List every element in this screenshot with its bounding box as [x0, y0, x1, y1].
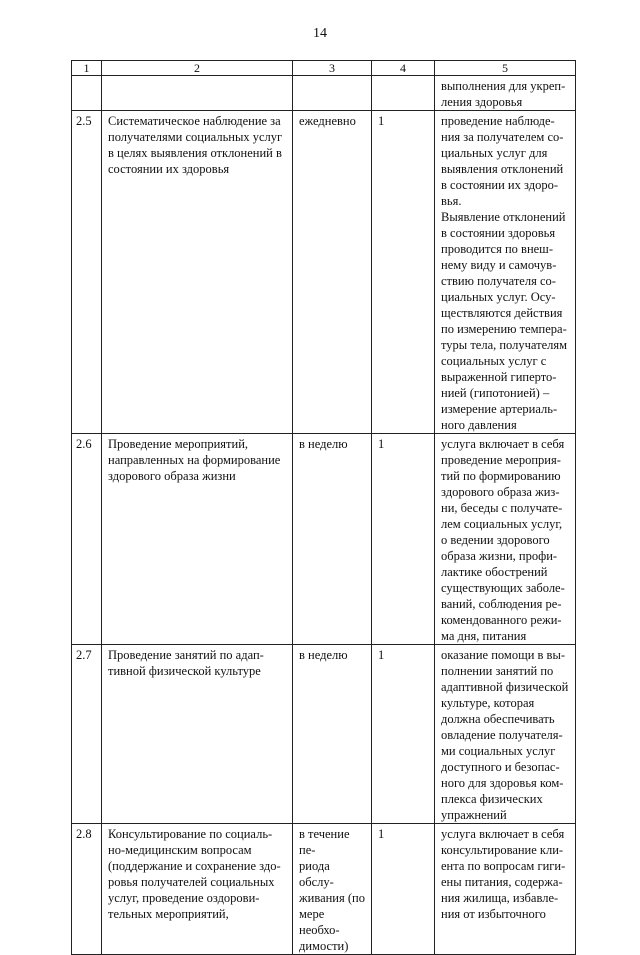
service-period: в течение пе- риода обслу- живания (по мере необхо- димости): [293, 824, 372, 955]
table-row: [72, 645, 576, 824]
service-period: в неделю: [293, 645, 372, 824]
column-header-1: 1: [72, 61, 102, 76]
service-description: услуга включает в себя проведение мероприя- тий по формированию здорового образа жиз- ни, беседы с получате- лем социальных услуг, о ведении здорового образа жизни, профи- лактике обострений существующих заболе- ваний, соблюдения ре- комендованного режи- ма дня, питания: [435, 434, 576, 645]
service-count: 1: [372, 645, 435, 824]
service-count: 1: [372, 434, 435, 645]
service-period: в неделю: [293, 434, 372, 645]
service-name: Проведение мероприятий, направленных на формирование здорового образа жизни: [102, 434, 293, 645]
continuation-description: выполнения для укреп- ления здоровья: [435, 76, 576, 111]
table-row: [72, 434, 576, 645]
row-number: 2.5: [72, 111, 102, 434]
table-row: [72, 111, 576, 434]
service-period: ежедневно: [293, 111, 372, 434]
continuation-row: [72, 76, 576, 111]
service-description: услуга включает в себя консультирование кли- ента по вопросам гиги- ены питания, содержа- ния жилища, избавле- ния от избыточного: [435, 824, 576, 955]
column-header-row: [72, 61, 576, 76]
service-count: 1: [372, 824, 435, 955]
row-number: 2.7: [72, 645, 102, 824]
row-number: 2.8: [72, 824, 102, 955]
column-header-2: 2: [102, 61, 293, 76]
table-row: [72, 824, 576, 955]
service-name: Проведение занятий по адап- тивной физической культуре: [102, 645, 293, 824]
column-header-3: 3: [293, 61, 372, 76]
services-table: [71, 60, 576, 955]
service-name: Систематическое наблюдение за получателями социальных услуг в целях выявления отклонений в состоянии их здоровья: [102, 111, 293, 434]
page-number: 14: [313, 26, 327, 41]
column-header-4: 4: [372, 61, 435, 76]
service-name: Консультирование по социаль- но-медицинским вопросам (поддержание и сохранение здо- ровья получателей социальных услуг, проведение оздорови- тельных мероприятий,: [102, 824, 293, 955]
service-count: 1: [372, 111, 435, 434]
service-description: проведение наблюде- ния за получателем со- циальных услуг для выявления отклонений в состоянии их здоро- вья. Выявление отклонений в состоянии здоровья проводится по внеш- нему виду и самочув- ствию получателя со- циальных услуг. Осу- ществляются действия по измерению темпера- туры тела, получателям социальных услуг с выраженной гиперто- нией (гипотонией) – измерение артериаль- ного давления: [435, 111, 576, 434]
service-description: оказание помощи в вы- полнении занятий по адаптивной физической культуре, которая должна обеспечивать овладение получателя- ми социальных услуг доступного и безопас- ного для здоровья ком- плекса физических упражнений: [435, 645, 576, 824]
column-header-5: 5: [435, 61, 576, 76]
row-number: 2.6: [72, 434, 102, 645]
